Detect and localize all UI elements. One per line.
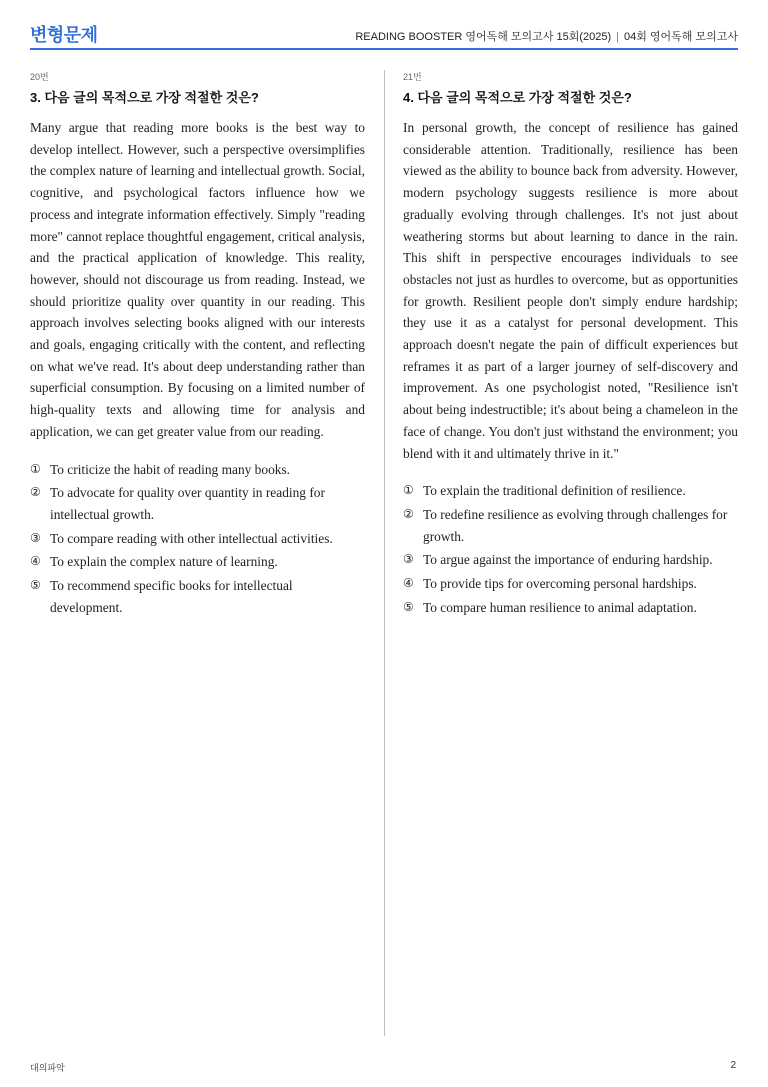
option-marker: ③	[403, 552, 414, 567]
answer-option[interactable]	[30, 575, 365, 618]
answer-option[interactable]	[403, 480, 738, 502]
page-number: 2	[730, 1060, 736, 1071]
option-marker: ①	[403, 483, 414, 498]
option-marker: ②	[30, 485, 41, 500]
header-separator: |	[616, 31, 620, 43]
option-text: To explain the traditional definition of resilience.	[423, 483, 686, 499]
answer-options	[30, 459, 365, 619]
option-marker: ①	[30, 461, 41, 476]
answer-option[interactable]	[30, 459, 365, 481]
column-divider	[384, 70, 385, 1036]
header-source: READING BOOSTER 영어독해 모의고사 15회(2025)	[355, 31, 612, 43]
option-text: To compare human resilience to animal adaptation.	[423, 599, 697, 615]
question-column-left	[30, 70, 365, 620]
header-meta	[355, 28, 738, 44]
option-marker: ③	[30, 530, 41, 545]
answer-option[interactable]	[403, 573, 738, 595]
question-passage: Many argue that reading more books is the best way to develop intellect. However, such a perspective oversimplifies the complex nature of learning and intellectual growth. Social, cognitive, and psychological factors influence how we process and integrate information effectively. Simply "reading more" cannot replace thoughtful engagement, critical analysis, and the practical application of knowledge. This reality, however, should not discourage us from reading. Instead, we should prioritize quality over quantity in our reading. This approach involves selecting books aligned with our interests and goals, engaging critically with the content, and reflecting on what we've read. It's about deep understanding rather than superficial consumption. By focusing on a limited number of high-quality texts and allowing time for analysis and application, we can get greater value from our reading.	[30, 120, 365, 439]
header-section: 04회 영어독해 모의고사	[624, 31, 738, 43]
footer-publisher: 대의파악	[30, 1063, 65, 1073]
option-marker: ②	[403, 506, 414, 521]
question-number: 21번	[403, 72, 422, 82]
option-marker: ⑤	[30, 578, 41, 593]
question-title: 4. 다음 글의 목적으로 가장 적절한 것은?	[403, 90, 632, 105]
page-header	[30, 20, 738, 50]
answer-option[interactable]	[403, 549, 738, 571]
brand-title: 변형문제	[30, 25, 98, 45]
option-text: To criticize the habit of reading many books.	[50, 461, 291, 477]
option-text: To advocate for quality over quantity in reading for intellectual growth.	[50, 485, 325, 522]
answer-option[interactable]	[403, 504, 738, 547]
answer-option[interactable]	[30, 528, 365, 550]
option-text: To compare reading with other intellectual activities.	[50, 530, 333, 546]
answer-options	[403, 480, 738, 618]
question-passage: In personal growth, the concept of resilience has gained considerable attention. Traditionally, resilience has been viewed as the ability to bounce back from adversity. However, modern psychology suggests resilience is more about gradually evolving through challenges. It's not just about weathering storms but about learning to dance in the rain. This shift in perspective encourages individuals to see obstacles not just as hurdles to overcome, but as opportunities for growth. Resilient people don't simply endure hardship; they use it as a catalyst for personal development. This approach doesn't negate the pain of difficult experiences but reframes it as part of a larger journey of self-discovery and improvement. As one psychologist noted, "Resilience isn't about being indestructible; it's about being a chameleon in the face of change. You don't just withstand the environment; you blend with it and ultimately thrive in it."	[403, 120, 738, 461]
answer-option[interactable]	[403, 597, 738, 619]
answer-option[interactable]	[30, 551, 365, 573]
option-marker: ⑤	[403, 599, 414, 614]
option-marker: ④	[30, 554, 41, 569]
option-text: To explain the complex nature of learning.	[50, 554, 278, 570]
answer-option[interactable]	[30, 482, 365, 525]
option-text: To recommend specific books for intellectual development.	[50, 578, 293, 615]
question-title: 3. 다음 글의 목적으로 가장 적절한 것은?	[30, 90, 259, 105]
question-number: 20번	[30, 72, 49, 82]
option-marker: ④	[403, 576, 414, 591]
option-text: To redefine resilience as evolving through challenges for growth.	[423, 506, 728, 544]
option-text: To provide tips for overcoming personal hardships.	[423, 576, 697, 592]
option-text: To argue against the importance of enduring hardship.	[423, 552, 713, 568]
question-column-right	[403, 70, 738, 620]
